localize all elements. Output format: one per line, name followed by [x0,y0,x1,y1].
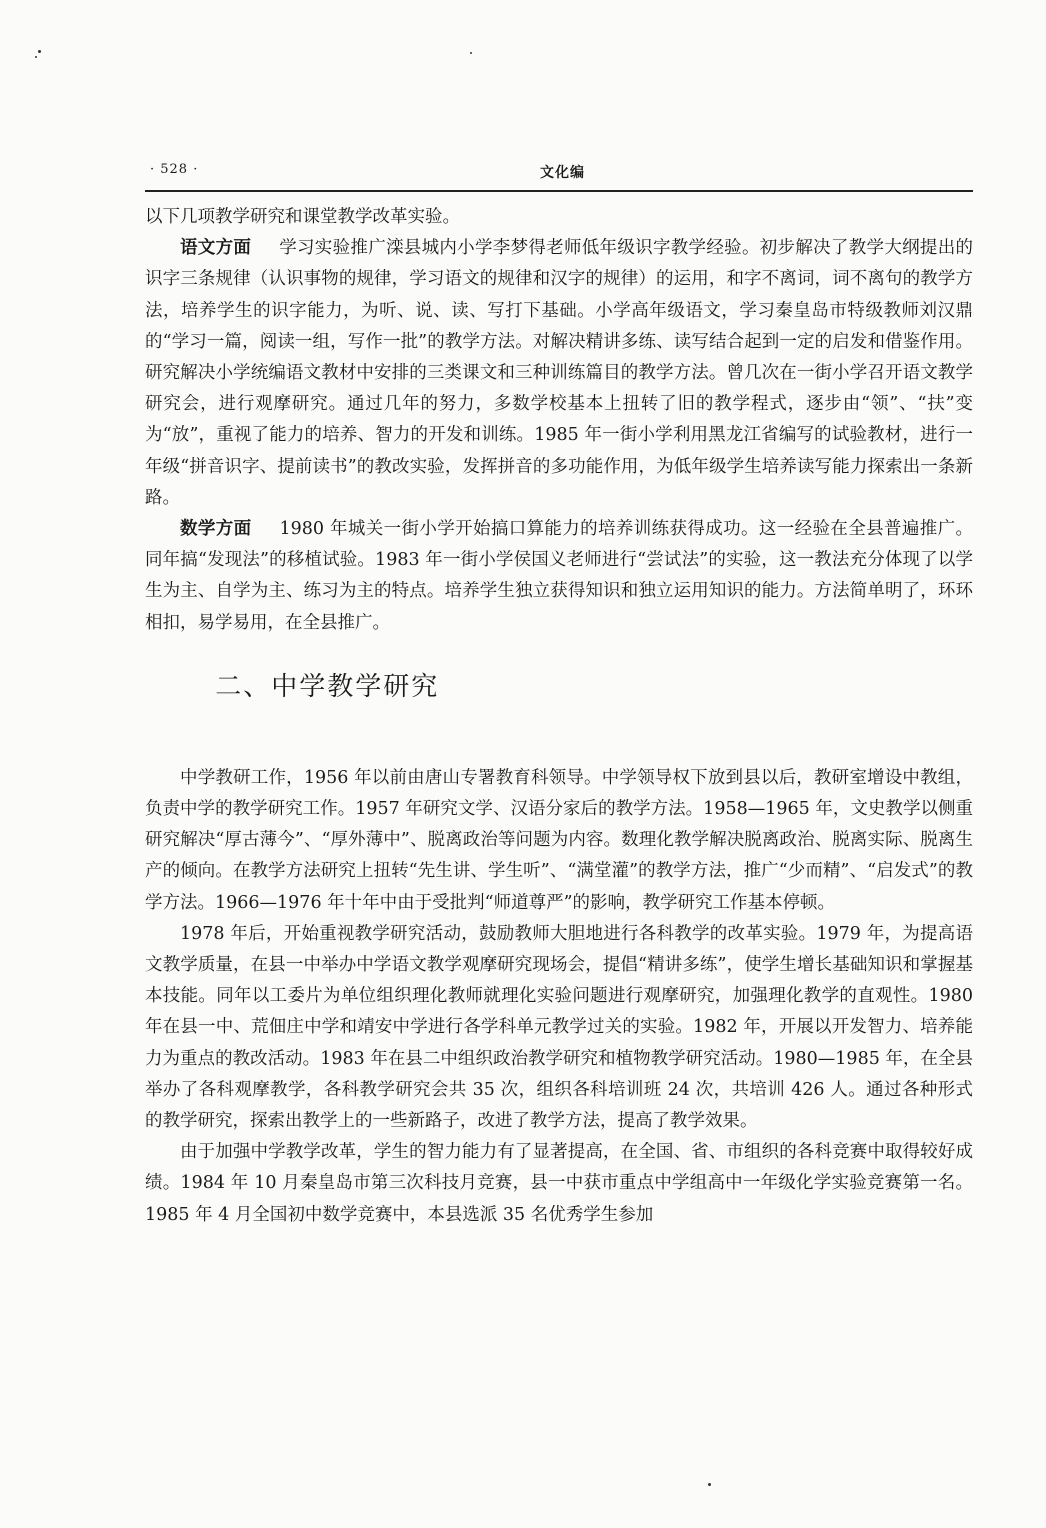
scan-speck-bottom [708,1483,711,1486]
paragraph-middle-school-1: 中学教研工作，1956 年以前由唐山专署教育科领导。中学领导权下放到县以后，教研室增设中教组，负责中学的教学研究工作。1957 年研究文学、汉语分家后的教学方法。1958—1965 年，文史教学以侧重研究解决“厚古薄今”、“厚外薄中”、脱离政治等问题为内容。数理化教学解决脱离政治、脱离实际、脱离生产的倾向。在教学方法研究上扭转“先生讲、学生听”、“满堂灌”的教学方法，推广“少而精”、“启发式”的教学方法。1966—1976 年十年中由于受批判“师道尊严”的影响，教学研究工作基本停顿。 [145,767,973,913]
paragraph-middle-school-3: 由于加强中学教学改革，学生的智力能力有了显著提高，在全国、省、市组织的各科竞赛中取得较好成绩。1984 年 10 月秦皇岛市第三次科技月竞赛，县一中获市重点中学组高中一年级化学实验竞赛第一名。1985 年 4 月全国初中数学竞赛中，本县选派 35 名优秀学生参加 [145,1142,973,1225]
section-heading: 二、中学教学研究 [215,671,440,702]
math-label: 数学方面 [180,519,252,540]
header-rule [145,190,973,192]
page-number: · 528 · [150,162,199,177]
chinese-text: 学习实验推广滦县城内小学李梦得老师低年级识字教学经验。初步解决了教学大纲提出的识字三条规律（认识事物的规律，学习语文的规律和汉字的规律）的运用，和字不离词，词不离句的教学方法，培养学生的识字能力，为听、说、读、写打下基础。小学高年级语文，学习秦皇岛市特级教师刘汉鼎的“学习一篇，阅读一组，写作一批”的教学方法。对解决精讲多练、读写结合起到一定的启发和借鉴作用。研究解决小学统编语文教材中安排的三类课文和三种训练篇目的教学方法。曾几次在一街小学召开语文教学研究会，进行观摩研究。通过几年的努力，多数学校基本上扭转了旧的教学程式，逐步由“领”、“扶”变为“放”，重视了能力的培养、智力的开发和训练。1985 年一街小学利用黑龙江省编写的试验教材，进行一年级“拼音识字、提前读书”的教改实验，发挥拼音的多功能作用，为低年级学生培养读写能力探索出一条新路。 [145,238,974,508]
page-header [145,158,973,192]
running-title: 文化编 [540,165,585,181]
scan-speck-top-left [38,50,41,53]
paragraph-middle-school-2: 1978 年后，开始重视教学研究活动，鼓励教师大胆地进行各科教学的改革实验。1979 年，为提高语文教学质量，在县一中举办中学语文教学观摩研究现场会，提倡“精讲多练”，使学生增长基础知识和掌握基本技能。同年以工委片为单位组织理化教师就理化实验问题进行观摩研究，加强理化教学的直观性。1980 年在县一中、荒佃庄中学和靖安中学进行各学科单元教学过关的实验。1982 年，开展以开发智力、培养能力为重点的教改活动。1983 年在县二中组织政治教学研究和植物教学研究活动。1980—1985 年，在全县举办了各科观摩教学，各科教学研究会共 35 次，组织各科培训班 24 次，共培训 426 人。通过各种形式的教学研究，探索出教学上的一些新路子，改进了教学方法，提高了教学效果。 [145,923,973,1132]
scan-speck-top-center [470,52,472,54]
scan-speck-top-left-2 [35,56,37,58]
chinese-label: 语文方面 [180,238,252,259]
math-paragraph [145,514,973,639]
body-text [145,202,973,1231]
math-text: 1980 年城关一街小学开始搞口算能力的培养训练获得成功。这一经验在全县普遍推广。同年搞“发现法”的移植试验。1983 年一街小学侯国义老师进行“尝试法”的实验，这一教法充分体现了以学生为主、自学为主、练习为主的特点。培养学生独立获得知识和独立运用知识的能力。方法简单明了，环环相扣，易学易用，在全县推广。 [145,519,973,633]
intro-paragraph: 以下几项教学研究和课堂教学改革实验。 [145,207,460,227]
chinese-paragraph [145,233,973,514]
